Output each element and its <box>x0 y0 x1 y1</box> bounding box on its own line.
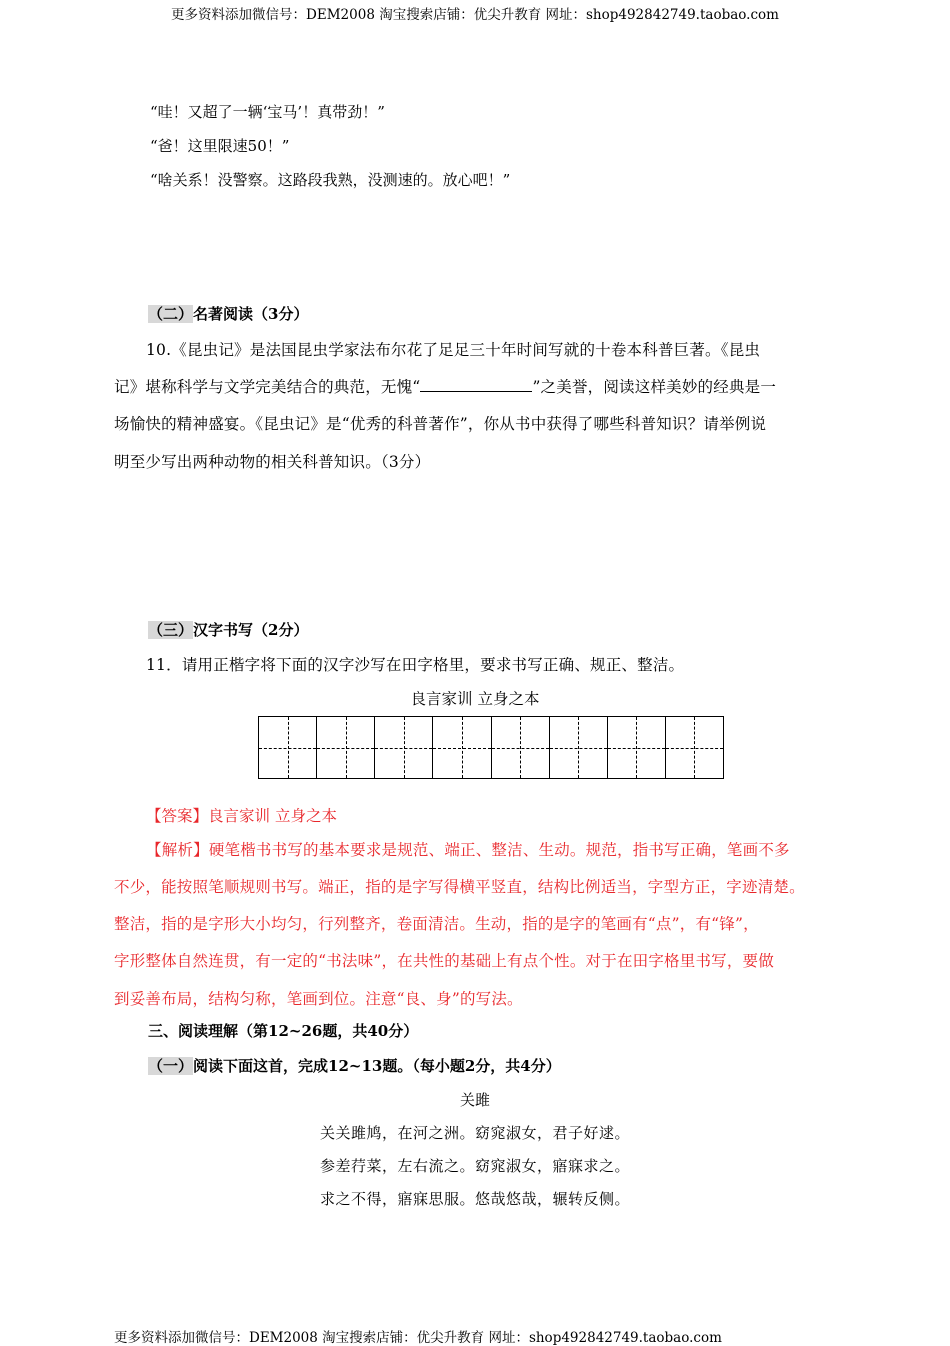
tianzige-cell[interactable] <box>666 717 723 778</box>
analysis-line-3: 整洁，指的是字形大小均匀，行列整齐，卷面清洁。生动，指的是字的笔画有“点”，有“锋”， <box>114 915 759 933</box>
tianzige-cell[interactable] <box>259 717 317 778</box>
q10-line-1: 10.《昆虫记》是法国昆虫学家法布尔花了足足三十年时间写就的十卷本科普巨著。《昆虫 <box>146 341 761 359</box>
poem-line-1: 关关雎鸠，在河之洲。窈窕淑女，君子好逑。 <box>319 1124 630 1142</box>
dialogue-line-2: “爸！这里限速50！” <box>150 137 290 155</box>
analysis-line-1 <box>146 838 790 860</box>
sub1-label: （一） <box>148 1057 194 1075</box>
answer-text: 良言家训 立身之本 <box>208 807 337 825</box>
q10-line-2 <box>114 375 776 397</box>
dialogue-line-3: “啥关系！没警察。这路段我熟，没测速的。放心吧！” <box>150 171 511 189</box>
analysis-line-2: 不少，能按照笔顺规则书写。端正，指的是字写得横平竖直，结构比例适当，字型方正，字迹清楚。 <box>114 878 805 896</box>
section-label-2: （二） <box>148 305 194 323</box>
q10-line-2-a: 记》堪称科学与文学完美结合的典范，无愧“ <box>114 378 421 396</box>
answer-label: 【答案】 <box>146 807 209 825</box>
section-label-3: （三） <box>148 621 194 639</box>
section-title-writing <box>148 619 308 640</box>
tianzige-cell[interactable] <box>492 717 550 778</box>
q11-phrase: 良言家训 立身之本 <box>410 690 540 708</box>
tianzige-cell[interactable] <box>317 717 375 778</box>
q11-prompt: 11．请用正楷字将下面的汉字沙写在田字格里，要求书写正确、规正、整洁。 <box>146 656 685 674</box>
tianzige-cell[interactable] <box>375 717 433 778</box>
dialogue-line-1: “哇！又超了一辆‘宝马’！真带劲！” <box>150 103 385 121</box>
analysis-label: 【解析】 <box>146 841 209 859</box>
q11-answer <box>146 804 337 826</box>
tianzige-cell[interactable] <box>550 717 608 778</box>
analysis-line-5: 到妥善布局，结构匀称，笔画到位。注意“良、身”的写法。 <box>114 990 523 1008</box>
poem-title: 关雎 <box>459 1091 490 1109</box>
section-title-3-text: 汉字书写（2分） <box>193 621 309 639</box>
analysis-line-4: 字形整体自然连贯，有一定的“书法味”，在共性的基础上有点个性。对于在田字格里书写，要做 <box>114 952 774 970</box>
part3-sub1-title <box>148 1055 561 1076</box>
part3-title: 三、阅读理解（第12~26题，共40分） <box>148 1022 419 1040</box>
section-title-classics <box>148 303 308 324</box>
section-title-2-text: 名著阅读（3分） <box>193 305 309 323</box>
poem-line-3: 求之不得，寤寐思服。悠哉悠哉，辗转反侧。 <box>319 1190 630 1208</box>
tianzige-cell[interactable] <box>433 717 491 778</box>
poem-line-2: 参差荇菜，左右流之。窈窕淑女，寤寐求之。 <box>319 1157 630 1175</box>
analysis-text-1: 硬笔楷书书写的基本要求是规范、端正、整洁、生动。规范，指书写正确，笔画不多 <box>208 841 790 859</box>
q10-answer-blank[interactable] <box>420 377 532 392</box>
page-header: 更多资料添加微信号：DEM2008 淘宝搜索店铺：优尖升教育 网址：shop492842749.taobao.com <box>171 7 779 23</box>
q10-line-2-b: ”之美誉，阅读这样美妙的经典是一 <box>532 378 777 396</box>
q10-line-3: 场愉快的精神盛宴。《昆虫记》是“优秀的科普著作”，你从书中获得了哪些科普知识？请举例说 <box>114 415 767 433</box>
page-footer: 更多资料添加微信号：DEM2008 淘宝搜索店铺：优尖升教育 网址：shop492842749.taobao.com <box>114 1330 722 1346</box>
tianzige-cell[interactable] <box>608 717 666 778</box>
sub1-title-text: 阅读下面这首，完成12~13题。（每小题2分，共4分） <box>193 1057 561 1075</box>
q10-line-4: 明至少写出两种动物的相关科普知识。（3分） <box>114 453 431 471</box>
tianzige-grid[interactable] <box>258 716 724 779</box>
